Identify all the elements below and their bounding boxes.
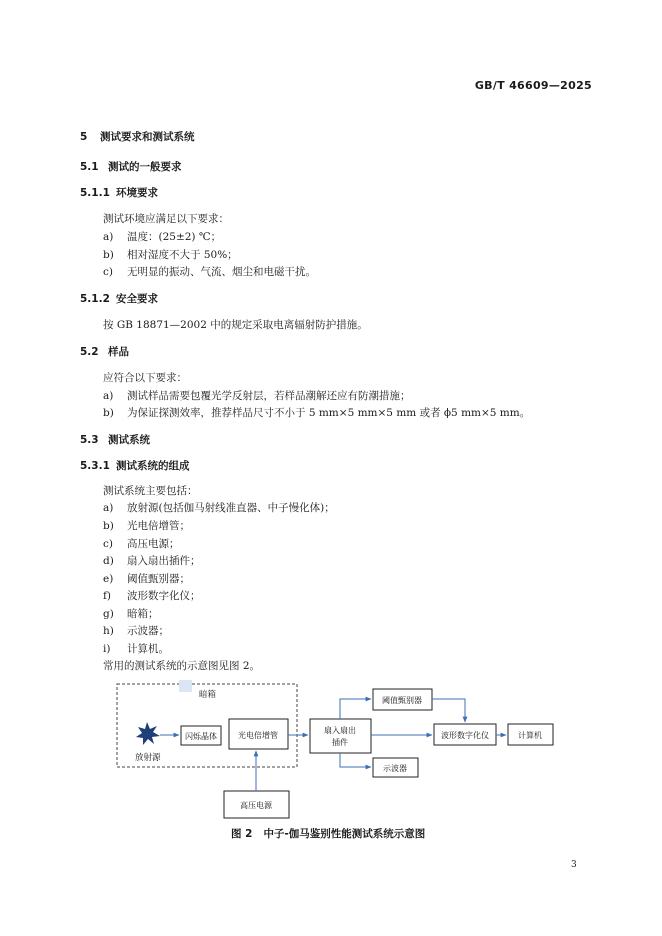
radiation-source-icon	[136, 722, 160, 745]
section-title: 测试系统	[108, 434, 150, 446]
section-number: 5.2	[80, 346, 99, 358]
section-number: 5.3	[80, 434, 99, 446]
discriminator-label: 阈值甄别器	[382, 696, 422, 705]
figure-reference: 常用的测试系统的示意图见图 2。	[103, 660, 261, 672]
pmt-label: 光电倍增管	[238, 731, 278, 740]
arrow-fanout-oscilloscope	[340, 753, 371, 767]
list-item: b) 为保证探测效率，推荐样品尺寸不小于 5 mm×5 mm×5 mm 或者 ϕ5 mm×5 mm。	[103, 407, 531, 419]
list-item: a) 测试样品需要包覆光学反射层，若样品潮解还应有防潮措施；	[103, 390, 411, 402]
list-item: g) 暗箱；	[103, 608, 159, 620]
section-5-1-heading	[80, 159, 182, 174]
section-title: 样品	[108, 346, 129, 358]
oscilloscope-label: 示波器	[383, 764, 407, 773]
section-5-heading	[80, 129, 195, 144]
fanout-label-line1: 扇入扇出	[324, 726, 356, 735]
digitizer-label: 波形数字化仪	[441, 731, 489, 740]
section-title: 测试系统的组成	[116, 460, 190, 472]
section-title: 测试要求和测试系统	[100, 131, 195, 143]
safety-text: 按 GB 18871—2002 中的规定采取电离辐射防护措施。	[103, 319, 368, 331]
env-intro: 测试环境应满足以下要求：	[103, 213, 229, 225]
fanout-label-line2: 插件	[332, 738, 348, 747]
section-number: 5.3.1	[80, 460, 110, 472]
section-number: 5.1.1	[80, 187, 110, 199]
dark-box-label: 暗箱	[199, 690, 217, 700]
hv-label: 高压电源	[240, 801, 272, 810]
fanout-box	[310, 719, 371, 753]
section-title: 环境要求	[116, 187, 158, 199]
scintillator-label: 闪烁晶体	[185, 732, 217, 741]
sample-intro: 应符合以下要求：	[103, 372, 187, 384]
section-number: 5	[80, 131, 88, 143]
source-label: 放射源	[135, 753, 161, 763]
list-item: b) 光电倍增管；	[103, 520, 190, 532]
system-diagram	[0, 676, 662, 826]
list-item: i) 计算机。	[103, 643, 169, 655]
arrow-discriminator-digitizer	[432, 699, 465, 722]
standard-number: GB/T 46609—2025	[474, 79, 592, 92]
figure-caption	[231, 826, 425, 841]
list-item: c) 无明显的振动、气流、烟尘和电磁干扰。	[103, 266, 316, 278]
list-item: a) 放射源(包括伽马射线准直器、中子慢化体)；	[103, 502, 335, 514]
computer-label: 计算机	[518, 731, 542, 740]
page-number: 3	[571, 860, 577, 870]
section-number: 5.1.2	[80, 293, 110, 305]
system-intro: 测试系统主要包括：	[103, 485, 198, 497]
list-item: e) 阈值甄别器；	[103, 573, 190, 585]
list-item: d) 扇入扇出插件；	[103, 555, 201, 567]
section-5-1-2-heading	[80, 291, 158, 306]
list-item: h) 示波器；	[103, 625, 169, 637]
figure-number: 图 2	[231, 828, 253, 840]
figure-title: 中子-伽马鉴别性能测试系统示意图	[263, 828, 426, 840]
list-item: b) 相对湿度不大于 50%；	[103, 249, 238, 261]
section-5-3-1-heading	[80, 458, 190, 473]
list-item: f) 波形数字化仪；	[103, 590, 201, 602]
section-5-1-1-heading	[80, 185, 158, 200]
section-number: 5.1	[80, 161, 99, 173]
list-item: c) 高压电源；	[103, 538, 180, 550]
figure-marker	[179, 680, 192, 692]
section-5-3-heading	[80, 432, 150, 447]
section-title: 测试的一般要求	[108, 161, 182, 173]
list-item: a) 温度：(25±2) ℃；	[103, 231, 222, 243]
section-title: 安全要求	[116, 293, 158, 305]
arrow-fanout-discriminator	[340, 699, 371, 719]
section-5-2-heading	[80, 344, 129, 359]
